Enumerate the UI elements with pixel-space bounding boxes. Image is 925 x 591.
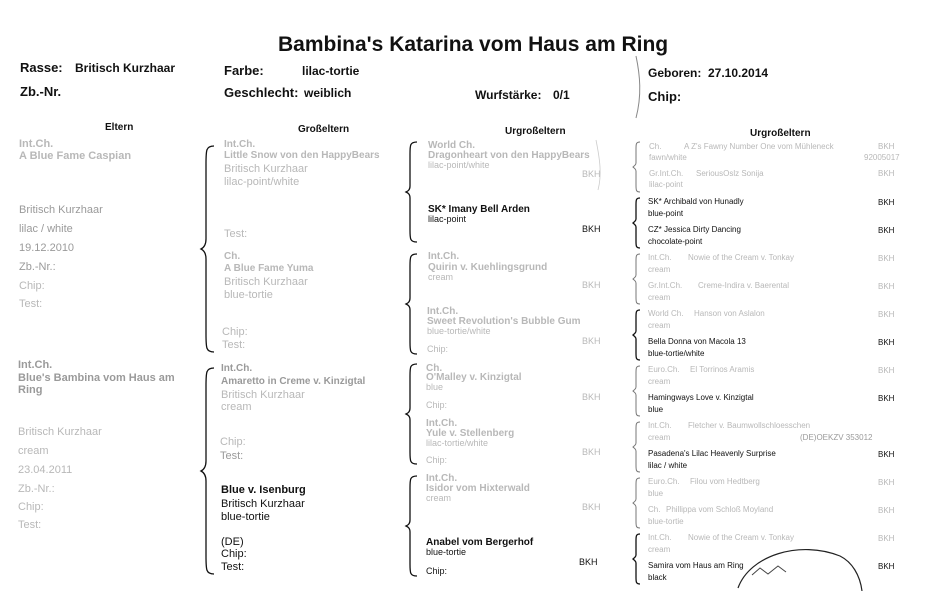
gggp-color: cream bbox=[648, 293, 671, 302]
ggp-breed: BKH bbox=[582, 392, 601, 402]
gggp-name: Hanson von Aslalon bbox=[694, 309, 765, 318]
gggp-name: Creme-Indira v. Baerental bbox=[698, 281, 789, 290]
gp-color: cream bbox=[221, 401, 252, 413]
gggp-title: Euro.Ch. bbox=[648, 477, 680, 486]
gggp-name: CZ* Jessica Dirty Dancing bbox=[648, 225, 741, 234]
gggp-name: Nowie of the Cream v. Tonkay bbox=[688, 253, 794, 262]
gggp-color: blue bbox=[648, 405, 664, 414]
parent-name: A Blue Fame Caspian bbox=[19, 150, 132, 162]
gp-color: blue-tortie bbox=[224, 289, 273, 301]
gp-color: blue-tortie bbox=[221, 511, 270, 523]
ggp-title: Int.Ch. bbox=[426, 418, 458, 429]
geschlecht-label: Geschlecht: bbox=[224, 85, 299, 100]
ggp-color: lilac-point bbox=[428, 214, 467, 224]
gggp-color: cream bbox=[648, 545, 671, 554]
parent-zbnr: Zb.-Nr.: bbox=[18, 483, 55, 495]
gggp-color: lilac / white bbox=[648, 461, 688, 470]
gggp-breed: BKH bbox=[878, 450, 895, 459]
gggp-name: Samira vom Haus am Ring bbox=[648, 561, 744, 570]
gp-name: A Blue Fame Yuma bbox=[224, 263, 314, 274]
gggp-breed: BKH bbox=[878, 169, 895, 178]
gggp-name: Filou vom Hedtberg bbox=[690, 477, 760, 486]
gggp-color: cream bbox=[648, 433, 671, 442]
parent-color: lilac / white bbox=[19, 223, 73, 235]
gp-breed: Britisch Kurzhaar bbox=[224, 163, 308, 175]
ggp-color: lilac-tortie/white bbox=[426, 438, 489, 448]
ggp-chip: Chip: bbox=[427, 344, 449, 354]
parent-breed: Britisch Kurzhaar bbox=[18, 426, 102, 438]
parent-dob: 19.12.2010 bbox=[19, 242, 75, 254]
parent-title: Int.Ch. bbox=[18, 359, 53, 371]
gp-test: Test: bbox=[222, 339, 246, 351]
ggp-breed: BKH bbox=[582, 169, 601, 179]
gggp-title: Gr.Int.Ch. bbox=[648, 281, 683, 290]
gp-breed: Britisch Kurzhaar bbox=[221, 498, 305, 510]
gggp-name: Fletcher v. Baumwollschloesschen bbox=[688, 421, 811, 430]
gggp-name: El Torrinos Aramis bbox=[690, 365, 755, 374]
gggp-breed: BKH bbox=[878, 338, 895, 347]
gggp-breed: BKH bbox=[878, 142, 895, 151]
parent-chip: Chip: bbox=[19, 280, 45, 292]
gp-name: Little Snow von den HappyBears bbox=[224, 150, 380, 161]
ggp-color: blue-tortie/white bbox=[427, 326, 491, 336]
gggp-title: Ch. bbox=[649, 142, 662, 151]
gggp-breed: BKH bbox=[878, 254, 895, 263]
parent-title: Int.Ch. bbox=[19, 138, 54, 150]
ggp-title: World Ch. bbox=[428, 140, 476, 151]
gggp-breed: BKH bbox=[878, 394, 895, 403]
document-title: Bambina's Katarina vom Haus am Ring bbox=[278, 33, 669, 56]
gggp-title: Int.Ch. bbox=[648, 533, 672, 542]
gggp-title: Int.Ch. bbox=[648, 253, 672, 262]
ggp-breed: BKH bbox=[582, 224, 601, 234]
parent-test: Test: bbox=[18, 519, 42, 531]
ggp-name: Isidor vom Hixterwald bbox=[426, 483, 530, 494]
ggp-title: Int.Ch. bbox=[427, 306, 459, 317]
gggp-color: cream bbox=[648, 377, 671, 386]
ggp-name: Sweet Revolution's Bubble Gum bbox=[427, 316, 581, 327]
geboren-label: Geboren: bbox=[648, 66, 702, 80]
gp-test: Test: bbox=[221, 561, 245, 573]
ggp-color: cream bbox=[426, 493, 452, 503]
zbnr-label: Zb.-Nr. bbox=[20, 84, 62, 99]
gggp-color: blue-tortie bbox=[648, 517, 684, 526]
gp-title: Int.Ch. bbox=[224, 139, 256, 150]
gggp-name: Hamingways Love v. Kinzigtal bbox=[648, 393, 754, 402]
parent-breed: Britisch Kurzhaar bbox=[19, 204, 103, 216]
ggp-color: lilac-point/white bbox=[428, 160, 490, 170]
ggp-breed: BKH bbox=[582, 336, 601, 346]
gggp-color: blue-tortie/white bbox=[648, 349, 705, 358]
gggp-breed: BKH bbox=[878, 506, 895, 515]
gggp-name: A Z's Fawny Number One vom Mühleneck bbox=[684, 142, 834, 151]
gggp-breed: BKH bbox=[878, 366, 895, 375]
gggp-name: Bella Donna von Macola 13 bbox=[648, 337, 746, 346]
gp-title: Int.Ch. bbox=[221, 363, 253, 374]
ggp-title: Int.Ch. bbox=[428, 251, 460, 262]
gggp-breed: (DE)OEKZV 353012 bbox=[800, 433, 873, 442]
ggp-name: Quirin v. Kuehlingsgrund bbox=[428, 262, 548, 273]
col-ururgrosseltern: Urgroßeltern bbox=[750, 128, 811, 139]
ggp-breed: BKH bbox=[582, 280, 601, 290]
ggp-breed: BKH bbox=[582, 502, 601, 512]
gp-color: lilac-point/white bbox=[224, 176, 300, 188]
gggp-name: SeriousOslz Sonija bbox=[696, 169, 764, 178]
ggp-title: Ch. bbox=[426, 363, 443, 374]
geschlecht-value: weiblich bbox=[304, 86, 352, 100]
gggp-title: World Ch. bbox=[648, 309, 684, 318]
ggp-breed: BKH bbox=[579, 557, 598, 567]
ggp-color: cream bbox=[428, 272, 454, 282]
gp-chip: Chip: bbox=[220, 436, 246, 448]
ggp-color: blue-tortie bbox=[426, 547, 467, 557]
ggp-chip: Chip: bbox=[426, 400, 448, 410]
ggp-name: SK* Imany Bell Arden bbox=[428, 204, 530, 215]
gp-name: Amaretto in Creme v. Kinzigtal bbox=[221, 376, 366, 387]
gggp-title: Euro.Ch. bbox=[648, 365, 680, 374]
gggp-breed: BKH bbox=[878, 534, 895, 543]
gggp-name: Phillippa vom Schloß Moyland bbox=[666, 505, 774, 514]
wurf-value: 0/1 bbox=[553, 88, 570, 102]
gggp-title: Ch. bbox=[648, 505, 661, 514]
parent-zbnr: Zb.-Nr.: bbox=[19, 261, 56, 273]
parent-chip: Chip: bbox=[18, 501, 44, 513]
gggp-title: Int.Ch. bbox=[648, 421, 672, 430]
wurf-label: Wurfstärke: bbox=[475, 88, 542, 102]
ggp-name: Yule v. Stellenberg bbox=[426, 428, 515, 439]
gggp-name: Nowie of the Cream v. Tonkay bbox=[688, 533, 794, 542]
gggp-color: black bbox=[648, 573, 667, 582]
gp-breed: Britisch Kurzhaar bbox=[224, 276, 308, 288]
col-eltern: Eltern bbox=[105, 122, 134, 133]
parent-test: Test: bbox=[19, 298, 43, 310]
gggp-breed: BKH bbox=[878, 562, 895, 571]
gp-title: Ch. bbox=[224, 251, 241, 262]
ggp-breed: BKH bbox=[582, 447, 601, 457]
ggp-name: O'Malley v. Kinzigtal bbox=[426, 372, 522, 383]
gp-test: Test: bbox=[220, 450, 244, 462]
col-urgrosseltern: Urgroßeltern bbox=[505, 126, 566, 137]
col-grosseltern: Großeltern bbox=[298, 124, 350, 135]
gggp-color: cream bbox=[648, 265, 671, 274]
gggp-breed: BKH bbox=[878, 310, 895, 319]
gggp-color: lilac-point bbox=[649, 180, 683, 189]
rasse-label: Rasse: bbox=[20, 60, 63, 75]
gp-test: Test: bbox=[224, 228, 248, 240]
gp-chip: Chip: bbox=[221, 548, 247, 560]
gggp-title: Gr.Int.Ch. bbox=[649, 169, 684, 178]
ggp-chip: Chip: bbox=[426, 566, 448, 576]
gggp-breed: BKH bbox=[878, 226, 895, 235]
gggp-color: blue-point bbox=[648, 209, 684, 218]
chip-label: Chip: bbox=[648, 89, 682, 104]
parent-color: cream bbox=[18, 445, 49, 457]
ggp-name: Anabel vom Bergerhof bbox=[426, 537, 534, 548]
farbe-label: Farbe: bbox=[224, 63, 264, 78]
ggp-chip: Chip: bbox=[426, 455, 448, 465]
gggp-reg: 92005017 bbox=[864, 153, 900, 162]
gggp-breed: BKH bbox=[878, 198, 895, 207]
gggp-name: SK* Archibald von Hunadly bbox=[648, 197, 744, 206]
ggp-title: Int.Ch. bbox=[426, 473, 458, 484]
geboren-value: 27.10.2014 bbox=[708, 66, 769, 80]
ggp-name: Dragonheart von den HappyBears bbox=[428, 150, 590, 161]
gggp-color: blue bbox=[648, 489, 664, 498]
parent-name: Blue's Bambina vom Haus am bbox=[18, 372, 175, 384]
gggp-color: cream bbox=[648, 321, 671, 330]
parent-name-cont: Ring bbox=[18, 384, 43, 396]
gp-chip: Chip: bbox=[222, 326, 248, 338]
gggp-name: Pasadena's Lilac Heavenly Surprise bbox=[648, 449, 776, 458]
rasse-value: Britisch Kurzhaar bbox=[75, 61, 176, 75]
gggp-color: fawn/white bbox=[649, 153, 687, 162]
gggp-breed: BKH bbox=[878, 478, 895, 487]
gp-breed: Britisch Kurzhaar bbox=[221, 389, 305, 401]
gp-name: Blue v. Isenburg bbox=[221, 484, 306, 496]
gggp-breed: BKH bbox=[878, 282, 895, 291]
farbe-value: lilac-tortie bbox=[302, 64, 360, 78]
ggp-color: blue bbox=[426, 382, 444, 392]
parent-dob: 23.04.2011 bbox=[18, 464, 73, 476]
gggp-color: chocolate-point bbox=[648, 237, 703, 246]
gp-origin: (DE) bbox=[221, 536, 244, 548]
